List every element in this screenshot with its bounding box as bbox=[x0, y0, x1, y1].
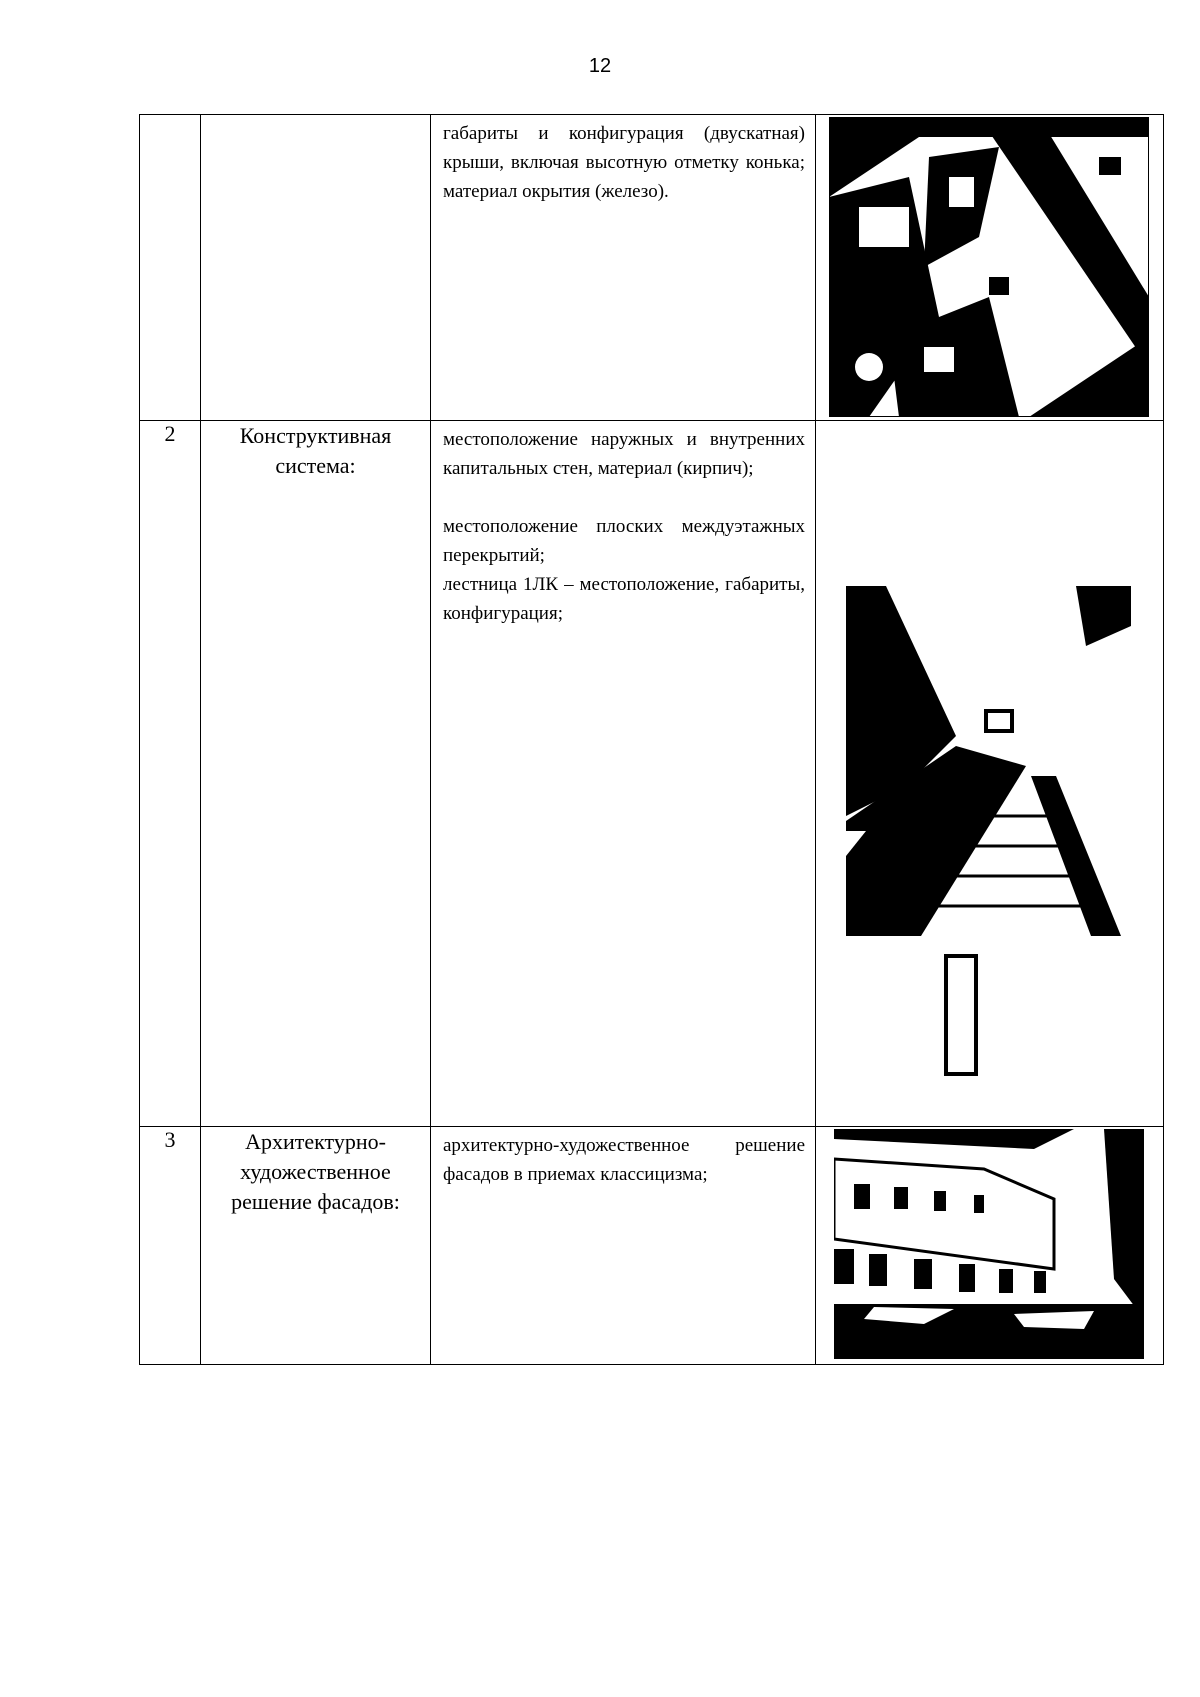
feature-description bbox=[431, 115, 815, 206]
feature-name bbox=[201, 115, 431, 421]
description-paragraph: лестница 1ЛК – местоположение, габариты, конфигурация; bbox=[443, 574, 805, 624]
description-paragraph: габариты и конфигурация (двускатная) крыши, включая высотную отметку конька; материал окрытия (железо). bbox=[443, 123, 805, 202]
figure-marker-frame bbox=[944, 954, 978, 1076]
description-paragraph: местоположение плоских междуэтажных перекрытий; bbox=[443, 516, 805, 566]
protected-features-table bbox=[139, 114, 1164, 1365]
description-paragraph: местоположение наружных и внутренних капитальных стен, материал (кирпич); bbox=[443, 429, 805, 479]
feature-description bbox=[431, 421, 815, 628]
staircase-photo bbox=[846, 586, 1131, 936]
feature-name: Конструктивная система: bbox=[201, 421, 431, 1127]
feature-description bbox=[431, 1127, 815, 1189]
row-number: 3 bbox=[140, 1127, 201, 1365]
table-row bbox=[140, 421, 1164, 1127]
facade-photo bbox=[834, 1129, 1144, 1359]
table-row bbox=[140, 115, 1164, 421]
description-paragraph: архитектурно-художественное решение фасадов в приемах классицизма; bbox=[443, 1135, 805, 1185]
row-number: 2 bbox=[140, 421, 201, 1127]
roof-aerial-photo bbox=[829, 117, 1149, 417]
feature-name: Архитектурно-художественное решение фасадов: bbox=[201, 1127, 431, 1365]
table-row bbox=[140, 1127, 1164, 1365]
row-number bbox=[140, 115, 201, 421]
page-number: 12 bbox=[588, 55, 612, 77]
